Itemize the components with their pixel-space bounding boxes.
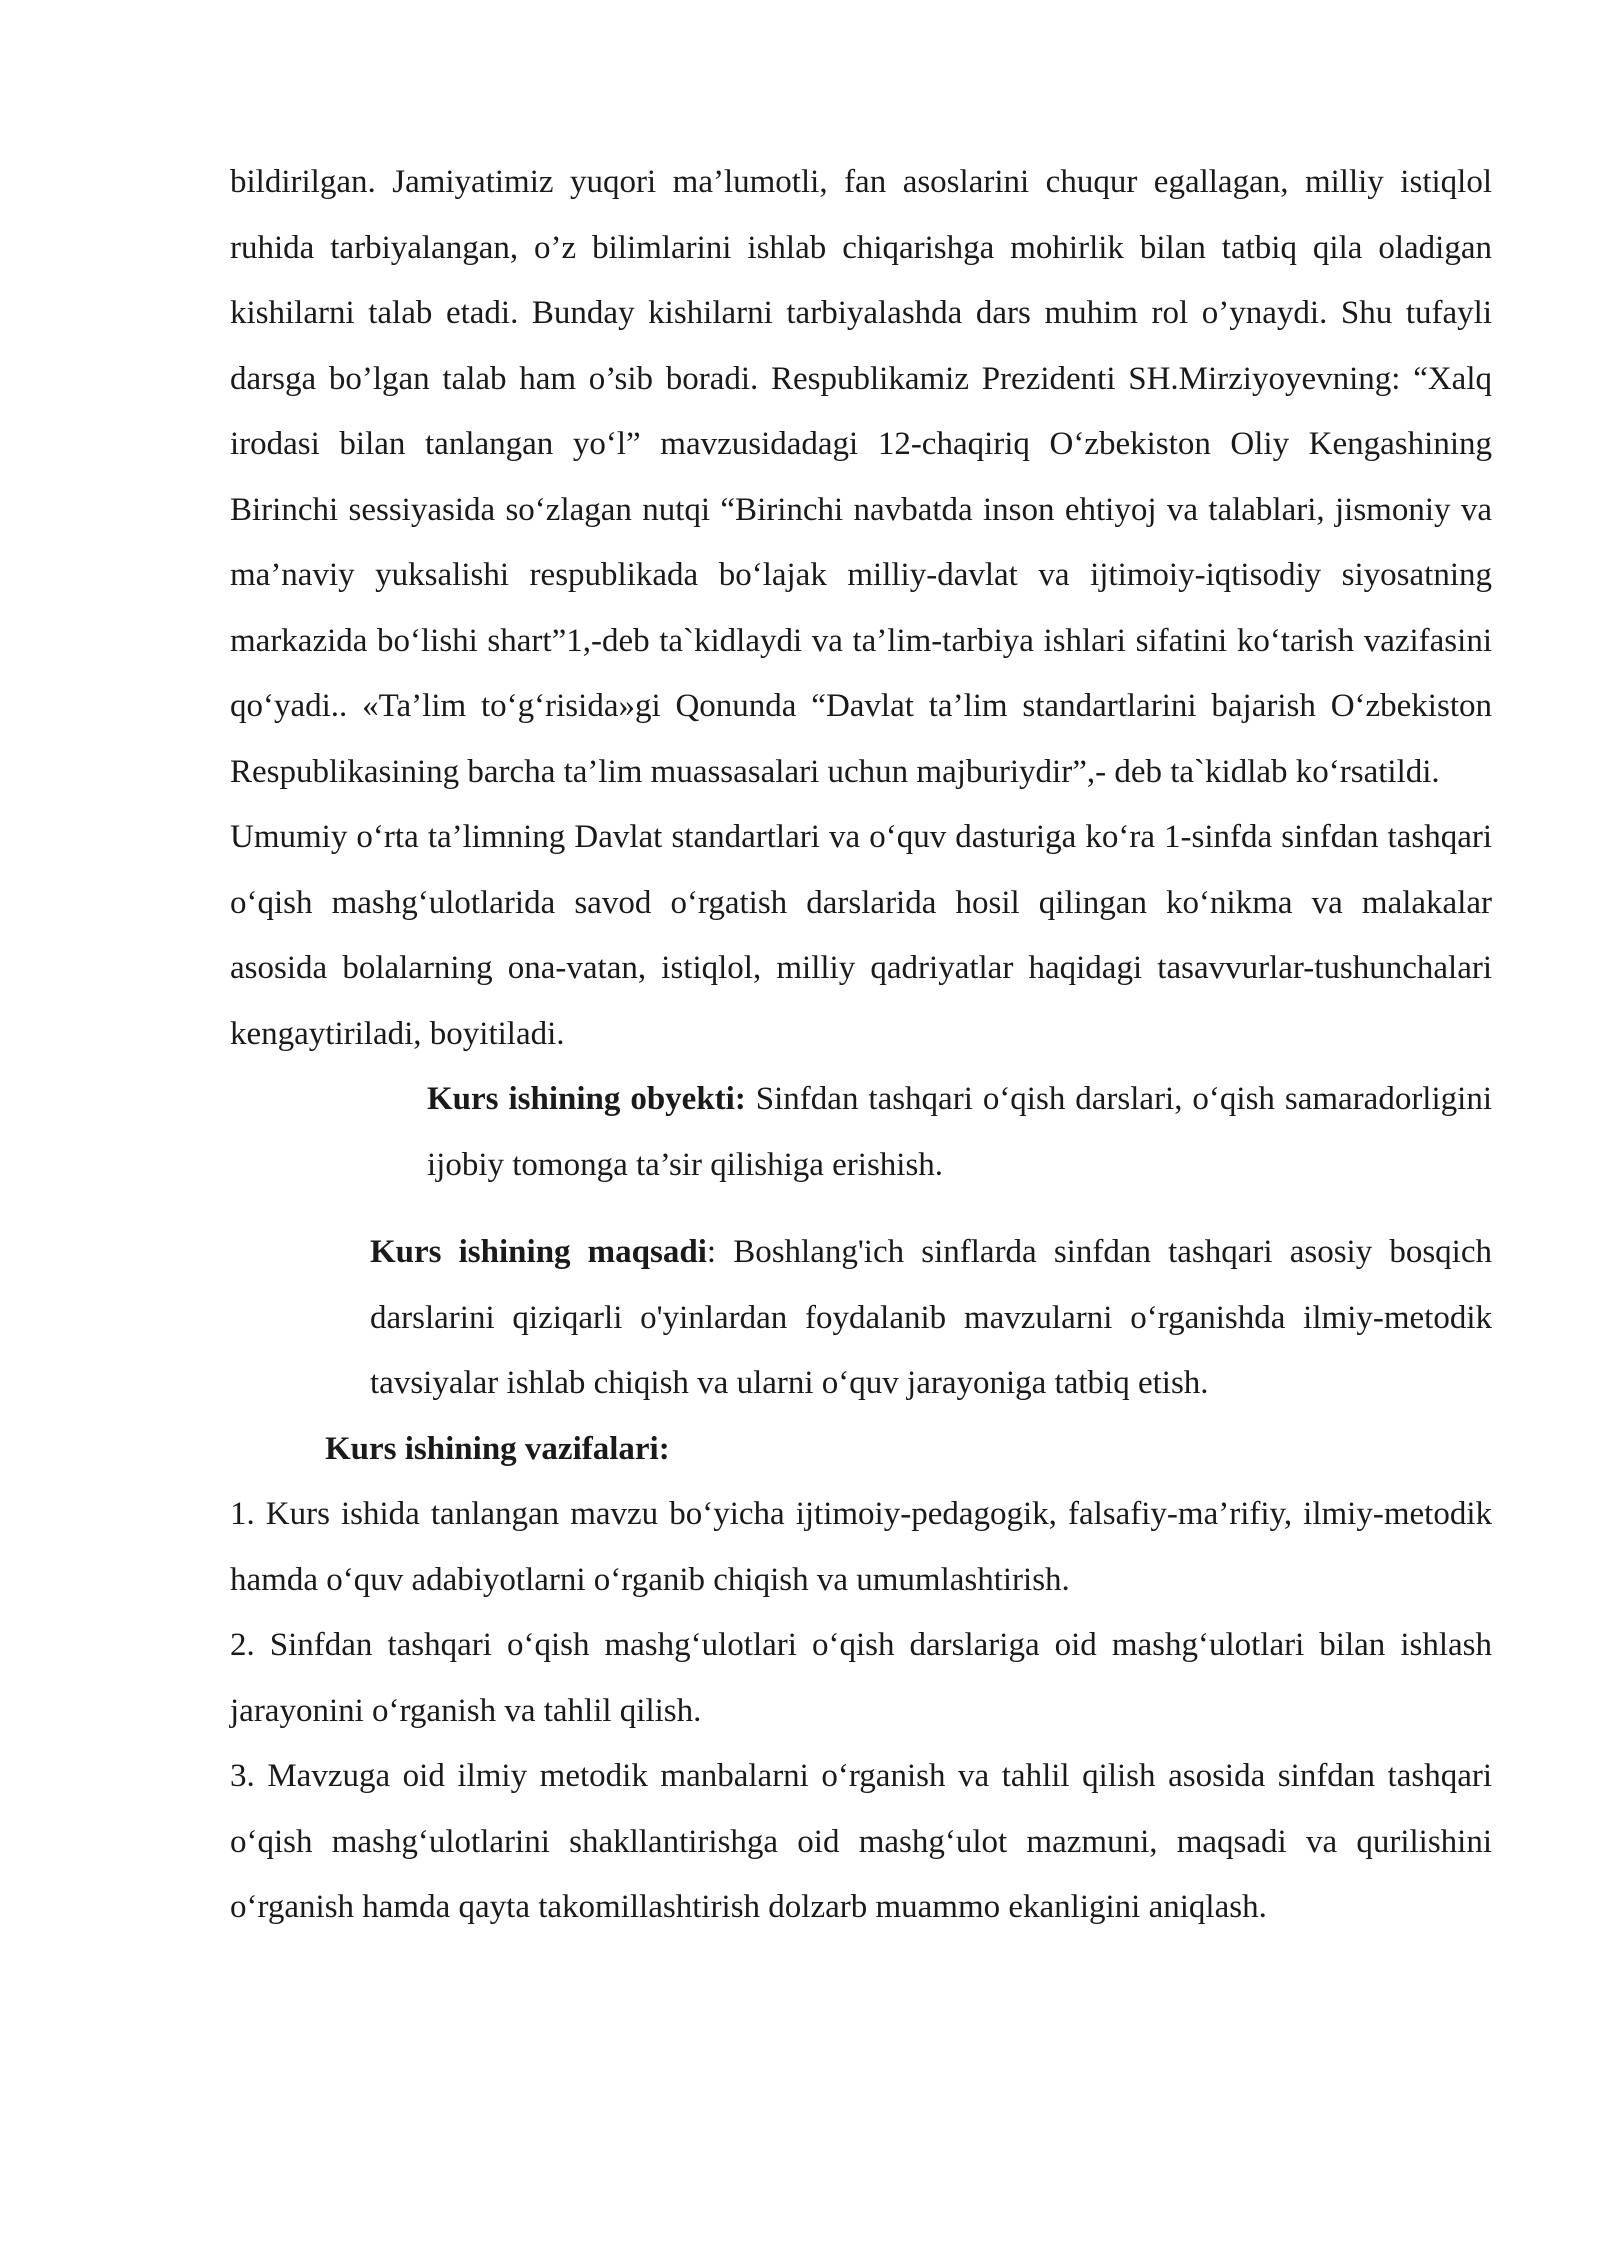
task-item-2: 2. Sinfdan tashqari oʻqish mashgʻulotlari oʻqish darslariga oid mashgʻulotlari bilan ishlash jarayonini oʻrganish va tahlil qilish. xyxy=(230,1627,1492,1729)
task-item-1: 1. Kurs ishida tanlangan mavzu boʻyicha ijtimoiy-pedagogik, falsafiy-ma’rifiy, ilmiy-metodik hamda oʻquv adabiyotlarni oʻrganib chiqish va umumlashtirish. xyxy=(230,1496,1492,1598)
course-goal-text: : Boshlang'ich sinflarda sinfdan tashqari asosiy bosqich darslarini qiziqarli o'yinlardan foydalanib mavzularni oʻrganishda ilmiy-metodik tavsiyalar ishlab chiqish va ularni oʻquv jarayoniga tatbiq etish. xyxy=(370,1234,1492,1401)
standards-paragraph: Umumiy oʻrta ta’limning Davlat standartlari va oʻquv dasturiga koʻra 1-sinfda sinfdan tashqari oʻqish mashgʻulotlarida savod oʻrgatish darslarida hosil qilingan koʻnikma va malakalar asosida bolalarning ona-vatan, istiqlol, milliy qadriyatlar haqidagi tasavvurlar-tushunchalari kengaytiriladi, boyitiladi. xyxy=(230,819,1492,1052)
course-goal-label: Kurs ishining maqsadi xyxy=(370,1234,707,1270)
course-object-paragraph xyxy=(230,1067,1492,1198)
intro-paragraph: bildirilgan. Jamiyatimiz yuqori ma’lumotli, fan asoslarini chuqur egallagan, milliy istiqlol ruhida tarbiyalangan, o’z bilimlarini ishlab chiqarishga mohirlik bilan tatbiq qila oladigan kishilarni talab etadi. Bunday kishilarni tarbiyalashda dars muhim rol o’ynaydi. Shu tufayli darsga bo’lgan talab ham o’sib boradi. Respublikamiz Prezidenti SH.Mirziyoyevning: “Xalq irodasi bilan tanlangan yoʻl” mavzusidadagi 12-chaqiriq Oʻzbekiston Oliy Kengashining Birinchi sessiyasida soʻzlagan nutqi “Birinchi navbatda inson ehtiyoj va talablari, jismoniy va ma’naviy yuksalishi respublikada boʻlajak milliy-davlat va ijtimoiy-iqtisodiy siyosatning markazida boʻlishi shart”1,-deb ta`kidlaydi va ta’lim-tarbiya ishlari sifatini koʻtarish vazifasini qoʻyadi.. «Ta’lim toʻgʻrisida»gi Qonunda “Davlat ta’lim standartlarini bajarish Oʻzbekiston Respublikasining barcha ta’lim muassasalari uchun majburiydir”,- deb ta`kidlab koʻrsatildi. xyxy=(230,164,1492,790)
course-goal-paragraph xyxy=(230,1220,1492,1417)
course-tasks-heading: Kurs ishining vazifalari: xyxy=(325,1430,670,1467)
task-item-3: 3. Mavzuga oid ilmiy metodik manbalarni oʻrganish va tahlil qilish asosida sinfdan tashqari oʻqish mashgʻulotlarini shakllantirishga oid mashgʻulot mazmuni, maqsadi va qurilishini oʻrganish hamda qayta takomillashtirish dolzarb muammo ekanligini aniqlash. xyxy=(230,1758,1492,1925)
course-object-text: Sinfdan tashqari oʻqish darslari, oʻqish samaradorligini ijobiy tomonga ta’sir qilishiga erishish. xyxy=(427,1081,1492,1183)
course-object-label: Kurs ishining obyekti: xyxy=(427,1081,746,1117)
document-page xyxy=(230,150,1492,1941)
